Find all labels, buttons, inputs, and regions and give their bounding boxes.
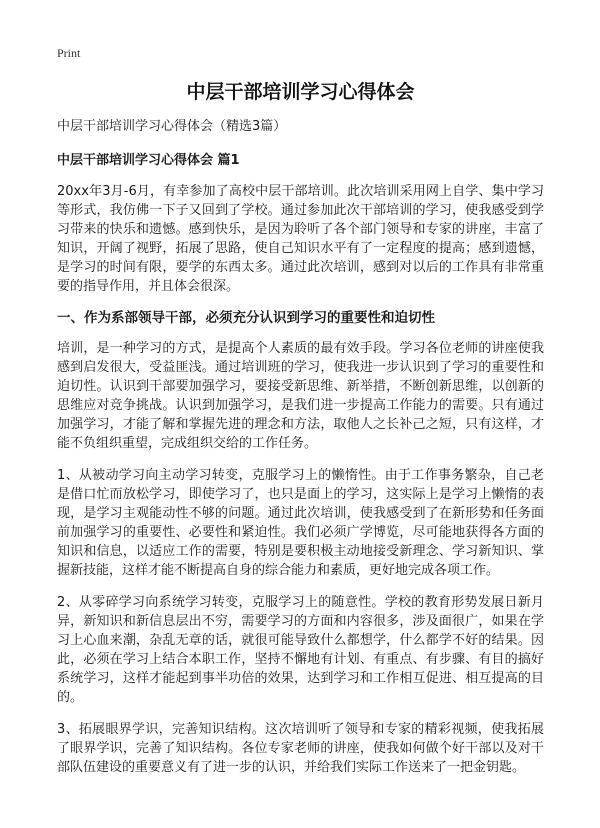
paragraph-2: 1、从被动学习向主动学习转变，克服学习上的懒惰性。由于工作事务繁杂，自己老是借口忙而放松学习，即使学习了，也只是面上的学习，这实际上是学习上懒惰的表现，是学习主观能动性不够的问题。通过此次培训，使我感受到了在新形势和任务面前加强学习的重要性、必要性和紧迫性。我们必须广学博览，尽可能地获得各方面的知识和信息，以适应工作的需要，特别是要积极主动地接受新理念、学习新知识、掌握新技能，这样才能不断提高自身的综合能力和素质，更好地完成各项工作。 [57,468,544,578]
paragraph-3: 2、从零碎学习向系统学习转变，克服学习上的随意性。学校的教育形势发展日新月异，新知识和新信息层出不穷，需要学习的方面和内容很多，涉及面很广，如果在学习上心血来潮，杂乱无章的话，就很可能导致什么都想学，什么都学不好的结果。因此，必须在学习上结合本职工作，坚持不懈地有计划、有重点、有步骤、有目的搞好系统学习，这样才能起到事半功倍的效果，达到学习和工作相互促进、相互提高的目的。 [57,595,544,705]
document-title: 中层干部培训学习心得体会 [186,81,415,103]
section-heading-1: 一、作为系部领导干部，必须充分认识到学习的重要性和迫切性 [57,310,435,326]
intro-paragraph: 20xx年3月-6月，有幸参加了高校中层干部培训。此次培训采用网上自学、集中学习等形式，我仿佛一下子又回到了学校。通过参加此次干部培训的学习，使我感受到学习带来的快乐和遗憾。感到快乐，是因为聆听了各个部门领导和专家的讲座，丰富了知识，开阔了视野，拓展了思路，使自己知识水平有了一定程度的提高；感到遗憾，是学习的时间有限，要学的东西太多。通过此次培训，感到对以后的工作具有非常重要的指导作用，并且体会很深。 [57,184,544,294]
document-subtitle: 中层干部培训学习心得体会（精选3篇） [57,119,287,134]
paragraph-4: 3、拓展眼界学识，完善知识结构。这次培训听了领导和专家的精彩视频，使我拓展了眼界学识，完善了知识结构。各位专家老师的讲座，使我如何做个好干部以及对干部队伍建设的重要意义有了进一步的认识，并给我们实际工作送来了一把金钥匙。 [57,722,544,775]
section-title: 中层干部培训学习心得体会 篇1 [57,153,240,168]
print-label: Print [57,46,81,60]
paragraph-1: 培训，是一种学习的方式，是提高个人素质的最有效手段。学习各位老师的讲座使我感到启发很大，受益匪浅。通过培训班的学习，使我进一步认识到了学习的重要性和迫切性。认识到干部要加强学习，要接受新思维、新举措，不断创新思维，以创新的思维应对竞争挑战。认识到加强学习，是我们进一步提高工作能力的需要。只有通过加强学习，才能了解和掌握先进的理念和方法，取他人之长补己之短，只有这样，才能不负组织重望，完成组织交给的工作任务。 [57,341,544,451]
